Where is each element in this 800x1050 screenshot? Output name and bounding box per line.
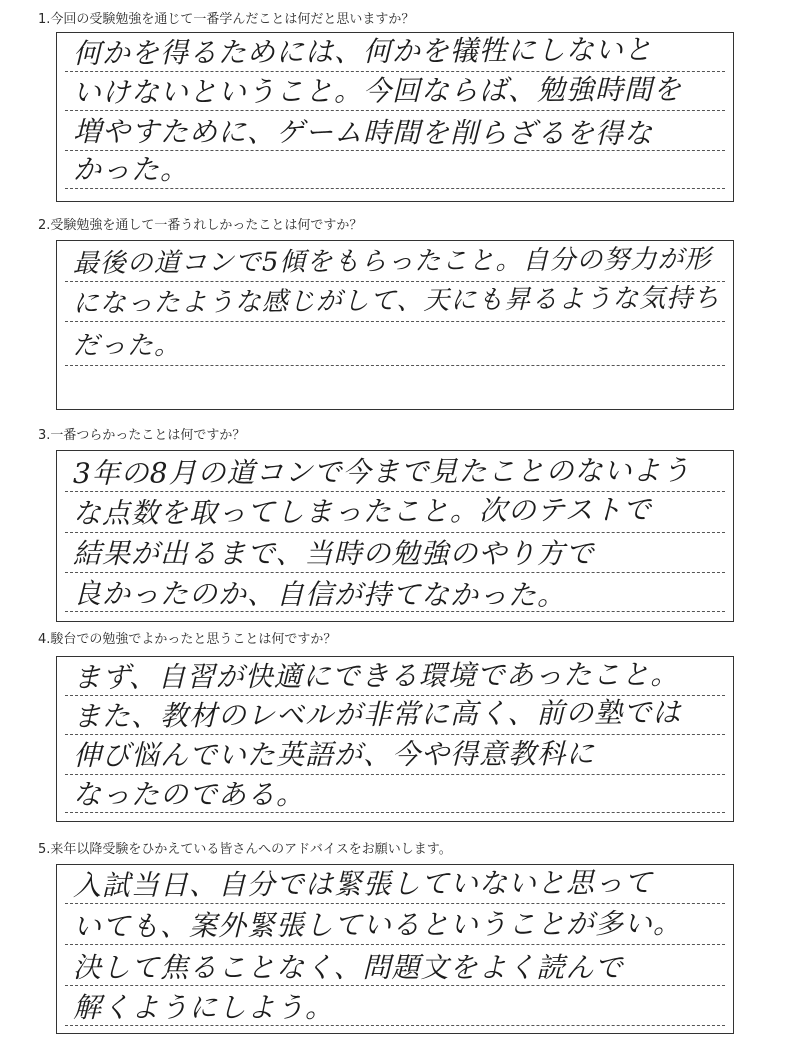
handwritten-line: なったのである。 bbox=[73, 778, 306, 811]
handwritten-line: また、教材のレベルが非常に高く、前の塾では bbox=[72, 695, 682, 733]
handwritten-line: 最後の道コンで5傾をもらったこと。自分の努力が形 bbox=[72, 244, 712, 280]
handwritten-line: 増やすために、ゲーム時間を削らざるを得な bbox=[73, 115, 654, 151]
ruled-line bbox=[65, 572, 725, 573]
ruled-line bbox=[65, 491, 725, 492]
handwritten-line: 結果が出るまで、当時の勉強のやり方で bbox=[73, 537, 595, 570]
handwritten-line: いけないということ。今回ならば、勉強時間を bbox=[72, 72, 683, 110]
ruled-line bbox=[65, 903, 725, 904]
ruled-line bbox=[65, 734, 725, 735]
answer-box-3 bbox=[56, 450, 734, 622]
question-1: 1.今回の受験勉強を通じて一番学んだことは何だと思いますか？ bbox=[38, 12, 415, 27]
handwritten-line: 3年の8月の道コンで今まで見たことのないよう bbox=[72, 453, 691, 490]
question-5: 5.来年以降受験をひかえている皆さんへのアドバイスをお願いします。 bbox=[38, 842, 452, 857]
handwritten-line: 何かを得るためには、何かを犠牲にしないと bbox=[72, 32, 653, 71]
handwritten-line: になったような感じがして、天にも昇るような気持ち bbox=[72, 283, 721, 320]
answer-box-4 bbox=[56, 656, 734, 822]
answer-box-1 bbox=[56, 32, 734, 202]
handwritten-line: 伸び悩んでいた英語が、今や得意教科に bbox=[72, 737, 596, 772]
handwritten-line: な点数を取ってしまったこと。次のテストで bbox=[72, 492, 652, 530]
ruled-line bbox=[65, 365, 725, 366]
handwritten-line: 決して焦ることなく、問題文をよく読んで bbox=[73, 951, 624, 984]
ruled-line bbox=[65, 774, 725, 775]
answer-box-5 bbox=[56, 864, 734, 1034]
handwritten-line: まず、自習が快適にできる環境であったこと。 bbox=[72, 657, 680, 694]
ruled-line bbox=[65, 1025, 725, 1026]
ruled-line bbox=[65, 71, 725, 72]
handwritten-line: だった。 bbox=[73, 331, 182, 361]
handwritten-line: 入試当日、自分では緊張していないと思って bbox=[72, 865, 654, 902]
ruled-line bbox=[65, 944, 725, 945]
handwritten-line: かった。 bbox=[73, 153, 190, 186]
ruled-line bbox=[65, 110, 725, 111]
answer-box-2 bbox=[56, 240, 734, 410]
handwritten-line: いても、案外緊張しているということが多い。 bbox=[72, 906, 683, 943]
ruled-line bbox=[65, 532, 725, 533]
ruled-line bbox=[65, 812, 725, 813]
question-4: 4.駿台での勉強でよかったと思うことは何ですか？ bbox=[38, 632, 337, 647]
ruled-line bbox=[65, 985, 725, 986]
question-2: 2.受験勉強を通して一番うれしかったことは何ですか？ bbox=[38, 218, 363, 233]
handwritten-line: 解くようにしよう。 bbox=[73, 991, 335, 1024]
ruled-line bbox=[65, 321, 725, 322]
handwritten-line: 良かったのか、自信が持てなかった。 bbox=[73, 577, 567, 612]
question-3: 3.一番つらかったことは何ですか？ bbox=[38, 428, 246, 443]
ruled-line bbox=[65, 188, 725, 189]
